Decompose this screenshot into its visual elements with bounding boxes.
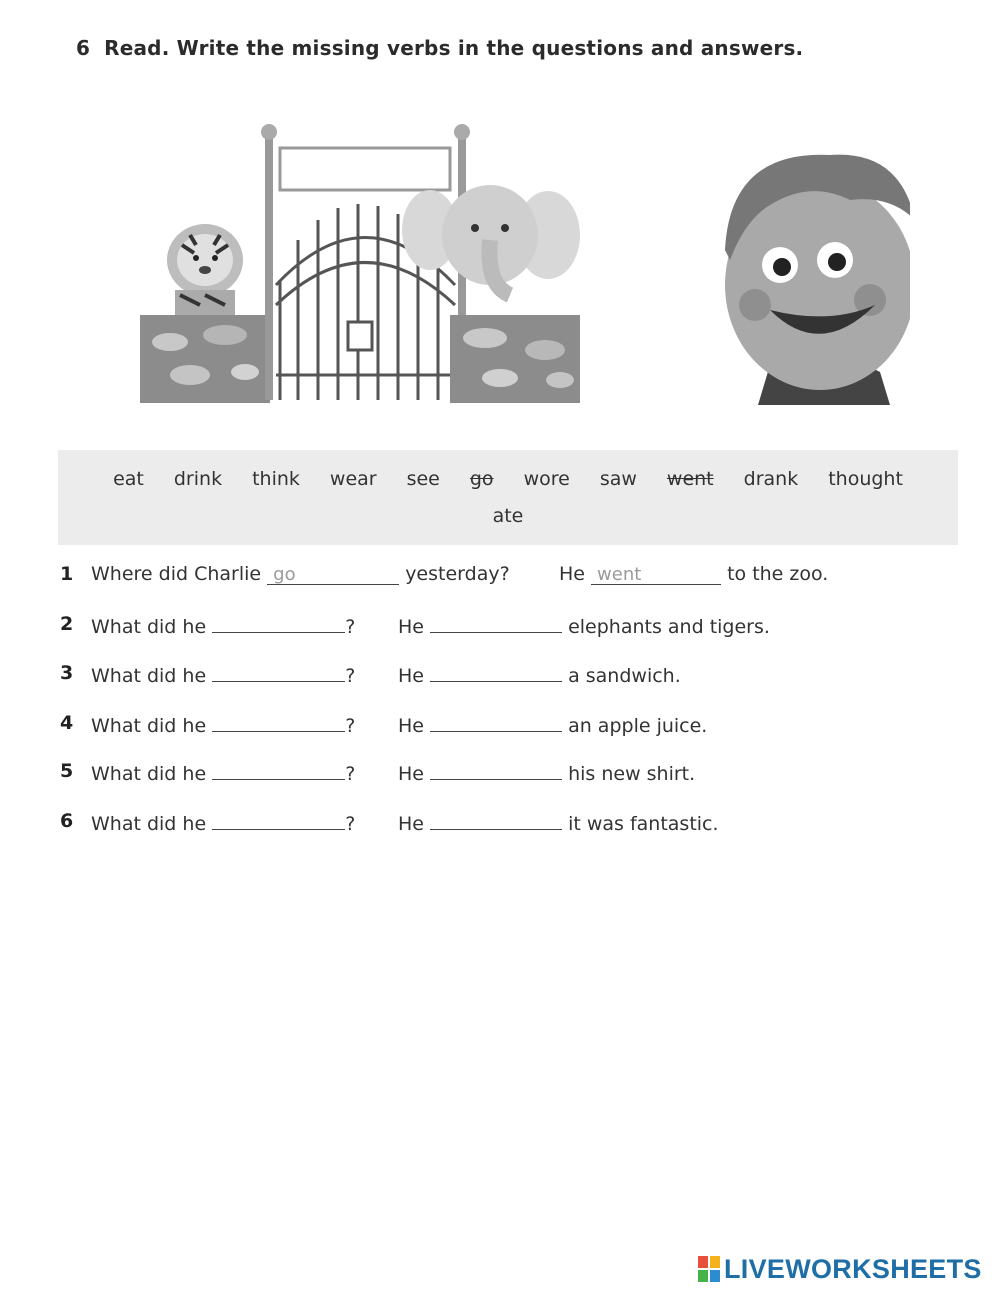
question-number: 2 xyxy=(60,613,74,635)
answer-suffix: an apple juice. xyxy=(568,715,708,737)
answer-text xyxy=(398,613,770,638)
question-number: 3 xyxy=(60,662,74,684)
question-row xyxy=(60,810,940,838)
word-bank-item: think xyxy=(252,468,300,490)
answer-prefix: He xyxy=(398,715,424,737)
question-prefix: What did he xyxy=(91,616,207,638)
answer-verb-input[interactable] xyxy=(430,712,562,732)
answer-verb-input[interactable] xyxy=(430,613,562,633)
answer-text xyxy=(398,712,707,737)
brand-text: LIVEWORKSHEETS xyxy=(724,1253,982,1284)
word-bank-item: drank xyxy=(743,468,799,490)
answer-text xyxy=(398,760,695,785)
answer-prefix: He xyxy=(559,563,585,585)
word-bank-item: see xyxy=(406,468,440,490)
question-suffix: ? xyxy=(345,763,356,785)
answer-suffix: a sandwich. xyxy=(568,665,681,687)
question-row xyxy=(60,760,940,788)
question-prefix: What did he xyxy=(91,665,207,687)
question-suffix: ? xyxy=(345,715,356,737)
answer-prefix: He xyxy=(398,763,424,785)
question-row xyxy=(60,613,940,641)
question-text xyxy=(91,760,355,785)
question-text xyxy=(91,613,355,638)
question-number: 4 xyxy=(60,712,74,734)
question-answer-input[interactable]: go xyxy=(267,565,399,585)
exercise-number: 6 xyxy=(76,36,91,60)
elephant-image xyxy=(402,185,580,295)
answer-prefix: He xyxy=(398,616,424,638)
exercise-title xyxy=(76,36,803,60)
word-bank-item: went xyxy=(666,468,714,490)
word-bank-item: go xyxy=(469,468,494,490)
answer-verb-input[interactable] xyxy=(430,810,562,830)
answer-suffix: elephants and tigers. xyxy=(568,616,770,638)
answer-suffix: it was fantastic. xyxy=(568,813,719,835)
tiger-image xyxy=(167,224,243,315)
word-bank-item: saw xyxy=(599,468,637,490)
liveworksheets-brand xyxy=(698,1253,982,1285)
answer-verb-input[interactable]: went xyxy=(591,565,721,585)
question-suffix: ? xyxy=(345,616,356,638)
word-bank-row xyxy=(58,468,958,490)
answer-suffix: to the zoo. xyxy=(727,563,829,585)
word-bank-last-word: ate xyxy=(492,505,524,527)
word-bank-item: thought xyxy=(828,468,903,490)
question-row xyxy=(60,662,940,690)
answer-text xyxy=(398,810,719,835)
question-row xyxy=(60,563,940,591)
question-prefix: What did he xyxy=(91,715,207,737)
question-prefix: What did he xyxy=(91,763,207,785)
question-text xyxy=(91,563,510,585)
question-answer-input[interactable] xyxy=(212,810,345,830)
exercise-instruction: Read. Write the missing verbs in the questions and answers. xyxy=(104,36,804,60)
question-text xyxy=(91,712,355,737)
answer-suffix: his new shirt. xyxy=(568,763,696,785)
answer-prefix: He xyxy=(398,665,424,687)
question-answer-input[interactable] xyxy=(212,662,345,682)
question-number: 1 xyxy=(60,563,74,585)
word-bank xyxy=(58,450,958,545)
question-prefix: Where did Charlie xyxy=(91,563,262,585)
liveworksheets-logo-icon xyxy=(698,1256,720,1282)
question-text xyxy=(91,810,355,835)
boy-image xyxy=(725,155,910,405)
question-number: 5 xyxy=(60,760,74,782)
word-bank-item: wear xyxy=(329,468,377,490)
question-answer-input[interactable] xyxy=(212,712,345,732)
answer-verb-input[interactable] xyxy=(430,662,562,682)
question-answer-input[interactable] xyxy=(212,613,345,633)
zoo-illustration xyxy=(130,110,910,420)
word-bank-item: wore xyxy=(523,468,570,490)
right-wall xyxy=(450,315,580,403)
question-row xyxy=(60,712,940,740)
question-suffix: yesterday? xyxy=(405,563,510,585)
left-wall xyxy=(140,315,270,403)
answer-text xyxy=(398,662,681,687)
word-bank-item: eat xyxy=(113,468,144,490)
word-bank-item: drink xyxy=(173,468,223,490)
question-suffix: ? xyxy=(345,665,356,687)
answer-prefix: He xyxy=(398,813,424,835)
question-number: 6 xyxy=(60,810,74,832)
question-text xyxy=(91,662,355,687)
question-answer-input[interactable] xyxy=(212,760,345,780)
question-prefix: What did he xyxy=(91,813,207,835)
answer-text xyxy=(559,563,828,585)
question-suffix: ? xyxy=(345,813,356,835)
answer-verb-input[interactable] xyxy=(430,760,562,780)
